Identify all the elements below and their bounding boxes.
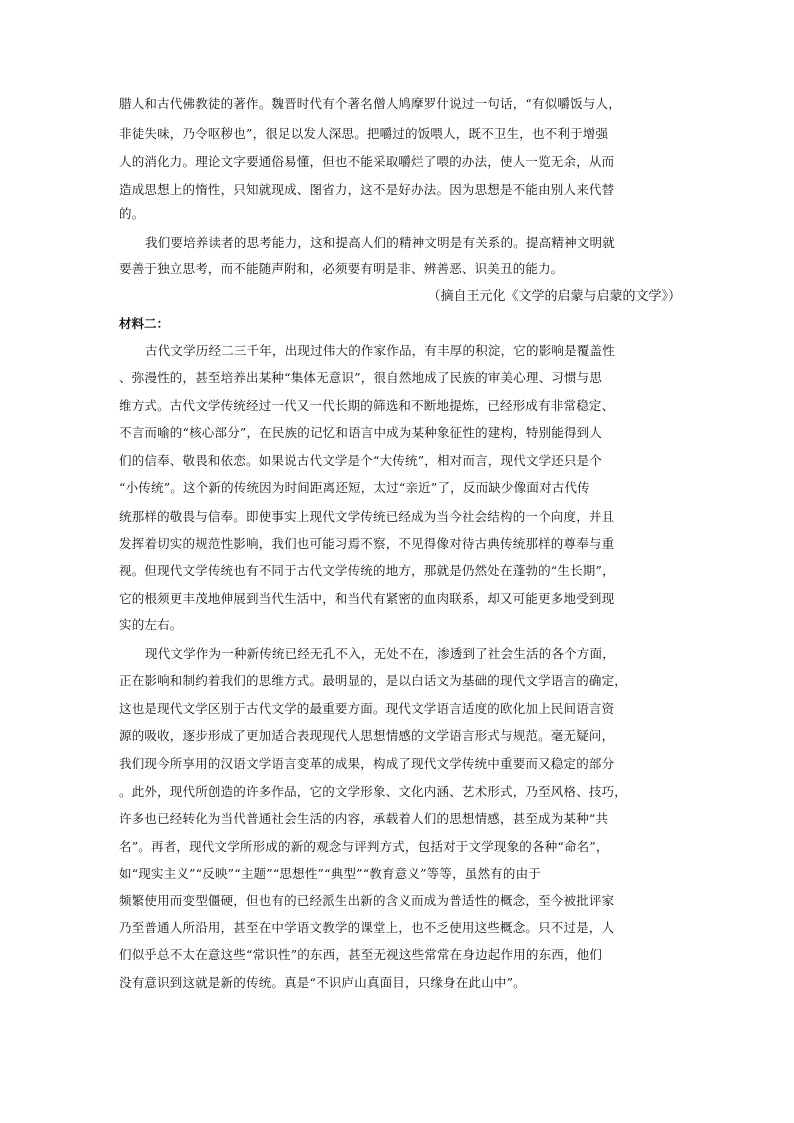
text-line: 我们现今所享用的汉语文学语言变革的成果，构成了现代文学传统中重要而又稳定的部分 xyxy=(119,756,615,771)
text-line: 它的根须更丰茂地伸展到当代生活中，和当代有紧密的血肉联系，却又可能更多地受到现 xyxy=(119,591,615,606)
source-citation: （摘自王元化《文学的启蒙与启蒙的文学》） xyxy=(427,289,681,304)
text-line: 名”。再者，现代文学所形成的新的观念与评判方式，包括对于文学现象的各种“命名”， xyxy=(119,839,609,854)
text-line: 腊人和古代佛教徒的著作。魏晋时代有个著名僧人鸠摩罗什说过一句话，“有似嚼饭与人， xyxy=(119,96,621,111)
text-line: 我们要培养读者的思考能力，这和提高人们的精神文明是有关系的。提高精神文明就 xyxy=(145,235,615,250)
text-line: 们似乎总不太在意这些“常识性”的东西，甚至无视这些常常在身边起作用的东西，他们 xyxy=(119,947,603,962)
text-line: 频繁使用而变型僵硬，但也有的已经派生出新的含义而成为普适性的概念，至今被批评家 xyxy=(119,893,615,908)
text-line: 源的吸收，逐步形成了更加适合表现现代人思想情感的文学语言形式与规范。毫无疑问， xyxy=(119,728,615,743)
text-line: 发挥着切实的规范性影响，我们也可能习焉不察，不见得像对待古典传统那样的尊奉与重 xyxy=(119,536,615,551)
text-line: 们的信奉、敬畏和依恋。如果说古代文学是个“大传统”，相对而言，现代文学还只是个 xyxy=(119,453,603,468)
text-line: 造成思想上的惰性，只知就现成、图省力，这不是好办法。因为思想是不能由别人来代替 xyxy=(119,182,615,197)
text-line: 的。 xyxy=(119,206,145,221)
text-line: 这也是现代文学区别于古代文学的最重要方面。现代文学语言适度的欧化加上民间语言资 xyxy=(119,701,615,716)
text-line: 非徒失味，乃令呕秽也”，很足以发人深思。把嚼过的饭喂人，既不卫生，也不利于增强 xyxy=(119,126,609,141)
text-line: 人的消化力。理论文字要通俗易懂，但也不能采取嚼烂了喂的办法，使人一览无余，从而 xyxy=(119,154,615,169)
text-line: 维方式。古代文学传统经过一代又一代长期的筛选和不断地提炼，已经形成有非常稳定、 xyxy=(119,398,615,413)
text-line: 要善于独立思考，而不能随声附和，必须要有明是非、辨善恶、识美丑的能力。 xyxy=(119,261,564,276)
text-line: 如“现实主义”“反映”“主题”“思想性”“典型”“教育意义”等等，虽然有的由于 xyxy=(119,866,541,881)
text-line: 不言而喻的“核心部分”，在民族的记忆和语言中成为某种象征性的建构，特别能得到人 xyxy=(119,425,603,440)
text-line: 统那样的敬畏与信奉。即使事实上现代文学传统已经成为当今社会结构的一个向度，并且 xyxy=(119,509,615,524)
text-line: 、弥漫性的，甚至培养出某种“集体无意识”，很自然地成了民族的审美心理、习惯与思 xyxy=(119,370,603,385)
text-line: 乃至普通人所沿用，甚至在中学语文教学的课堂上，也不乏使用这些概念。只不过是，人 xyxy=(119,920,615,935)
text-line: 。此外，现代所创造的许多作品，它的文学形象、文化内涵、艺术形式，乃至风格、技巧， xyxy=(119,784,628,799)
text-line: “小传统”。这个新的传统因为时间距离还短，太过“亲近”了，反而缺少像面对古代传 xyxy=(119,480,590,495)
text-line: 古代文学历经二三千年，出现过伟大的作家作品，有丰厚的积淀，它的影响是覆盖性 xyxy=(145,343,615,358)
text-line: 现代文学作为一种新传统已经无孔不入，无处不在，渗透到了社会生活的各个方面， xyxy=(145,646,615,661)
section-heading: 材料二： xyxy=(119,316,170,331)
text-line: 正在影响和制约着我们的思维方式。最明显的，是以白话文为基础的现代文学语言的确定， xyxy=(119,673,628,688)
text-line: 实的左右。 xyxy=(119,617,183,632)
text-line: 没有意识到这就是新的传统。真是“不识庐山真面目，只缘身在此山中”。 xyxy=(119,975,526,990)
text-line: 许多也已经转化为当代普通社会生活的内容，承载着人们的思想情感，甚至成为某种“共 xyxy=(119,811,609,826)
text-line: 视。但现代文学传统也有不同于古代文学传统的地方，那就是仍然处在蓬勃的“生长期”， xyxy=(119,563,615,578)
